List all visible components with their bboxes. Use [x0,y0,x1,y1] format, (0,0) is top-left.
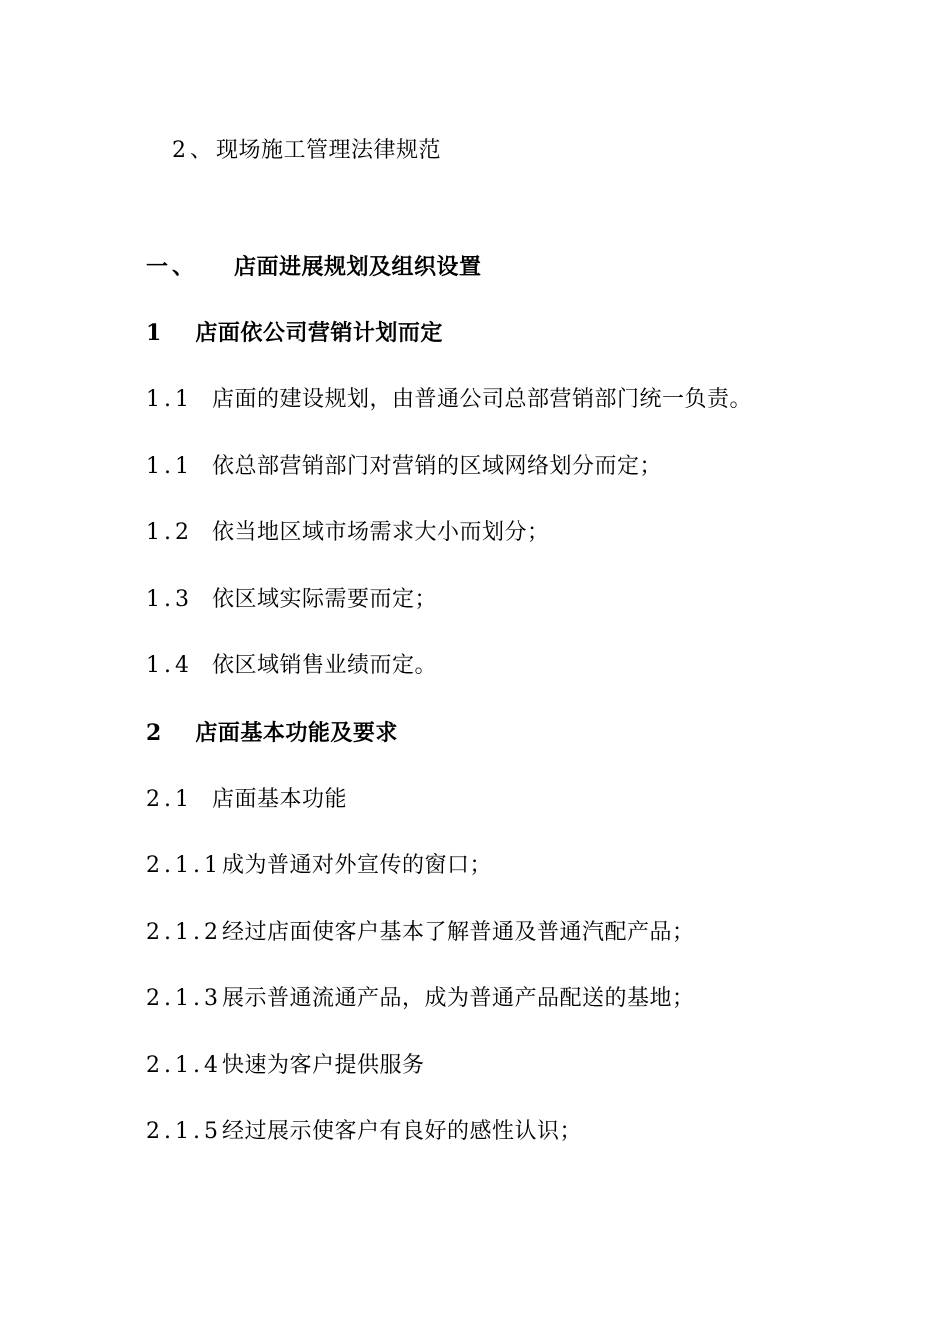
heading-number: 一、 [146,254,199,280]
paragraph-2-1-3 [146,984,695,1014]
item-text: 展示普通流通产品，成为普通产品配送的基地； [221,986,695,1011]
heading-text: 店面进展规划及组织设置 [234,254,482,280]
item-number: 2.1.4 [146,1053,222,1078]
heading-text: 店面依公司营销计划而定 [195,320,443,346]
item-number: 1.4 [146,653,193,678]
item-text: 依当地区域市场需求大小而划分； [212,520,550,545]
section-item-2 [172,136,441,166]
item-number: 2、 [172,138,216,163]
paragraph-2-1 [146,785,347,815]
item-text: 店面的建设规划，由普通公司总部营销部门统一负责。 [212,387,753,412]
item-number: 2.1.5 [146,1119,222,1144]
paragraph-2-1-4 [146,1051,425,1081]
item-number: 1.1 [146,454,193,479]
paragraph-1-1 [146,385,752,415]
item-text: 快速为客户提供服务 [221,1053,425,1078]
paragraph-1-4 [146,651,437,681]
heading-number: 2 [146,720,166,746]
paragraph-2-1-5 [146,1117,582,1147]
item-text: 成为普通对外宣传的窗口； [221,853,492,878]
item-text: 依区域实际需要而定； [212,587,438,612]
item-text: 经过展示使客户有良好的感性认识； [221,1119,582,1144]
heading-text: 店面基本功能及要求 [195,720,398,746]
paragraph-1-2 [146,518,550,548]
item-text: 依总部营销部门对营销的区域网络划分而定； [212,454,663,479]
heading-section-2 [146,718,398,748]
heading-section-1 [146,318,443,348]
item-number: 2.1.1 [146,853,222,878]
item-text: 依区域销售业绩而定。 [212,653,438,678]
paragraph-2-1-2 [146,918,695,948]
paragraph-1-3 [146,585,437,615]
item-number: 2.1 [146,787,193,812]
item-number: 1.3 [146,587,193,612]
heading-number: 1 [146,320,166,346]
item-number: 1.2 [146,520,193,545]
item-text: 现场施工管理法律规范 [216,138,442,163]
item-text: 店面基本功能 [212,787,348,812]
heading-chapter-1 [146,252,482,282]
item-number: 1.1 [146,387,193,412]
item-number: 2.1.3 [146,986,222,1011]
item-text: 经过店面使客户基本了解普通及普通汽配产品； [221,920,695,945]
item-number: 2.1.2 [146,920,222,945]
paragraph-1-1b [146,452,662,482]
paragraph-2-1-1 [146,851,492,881]
